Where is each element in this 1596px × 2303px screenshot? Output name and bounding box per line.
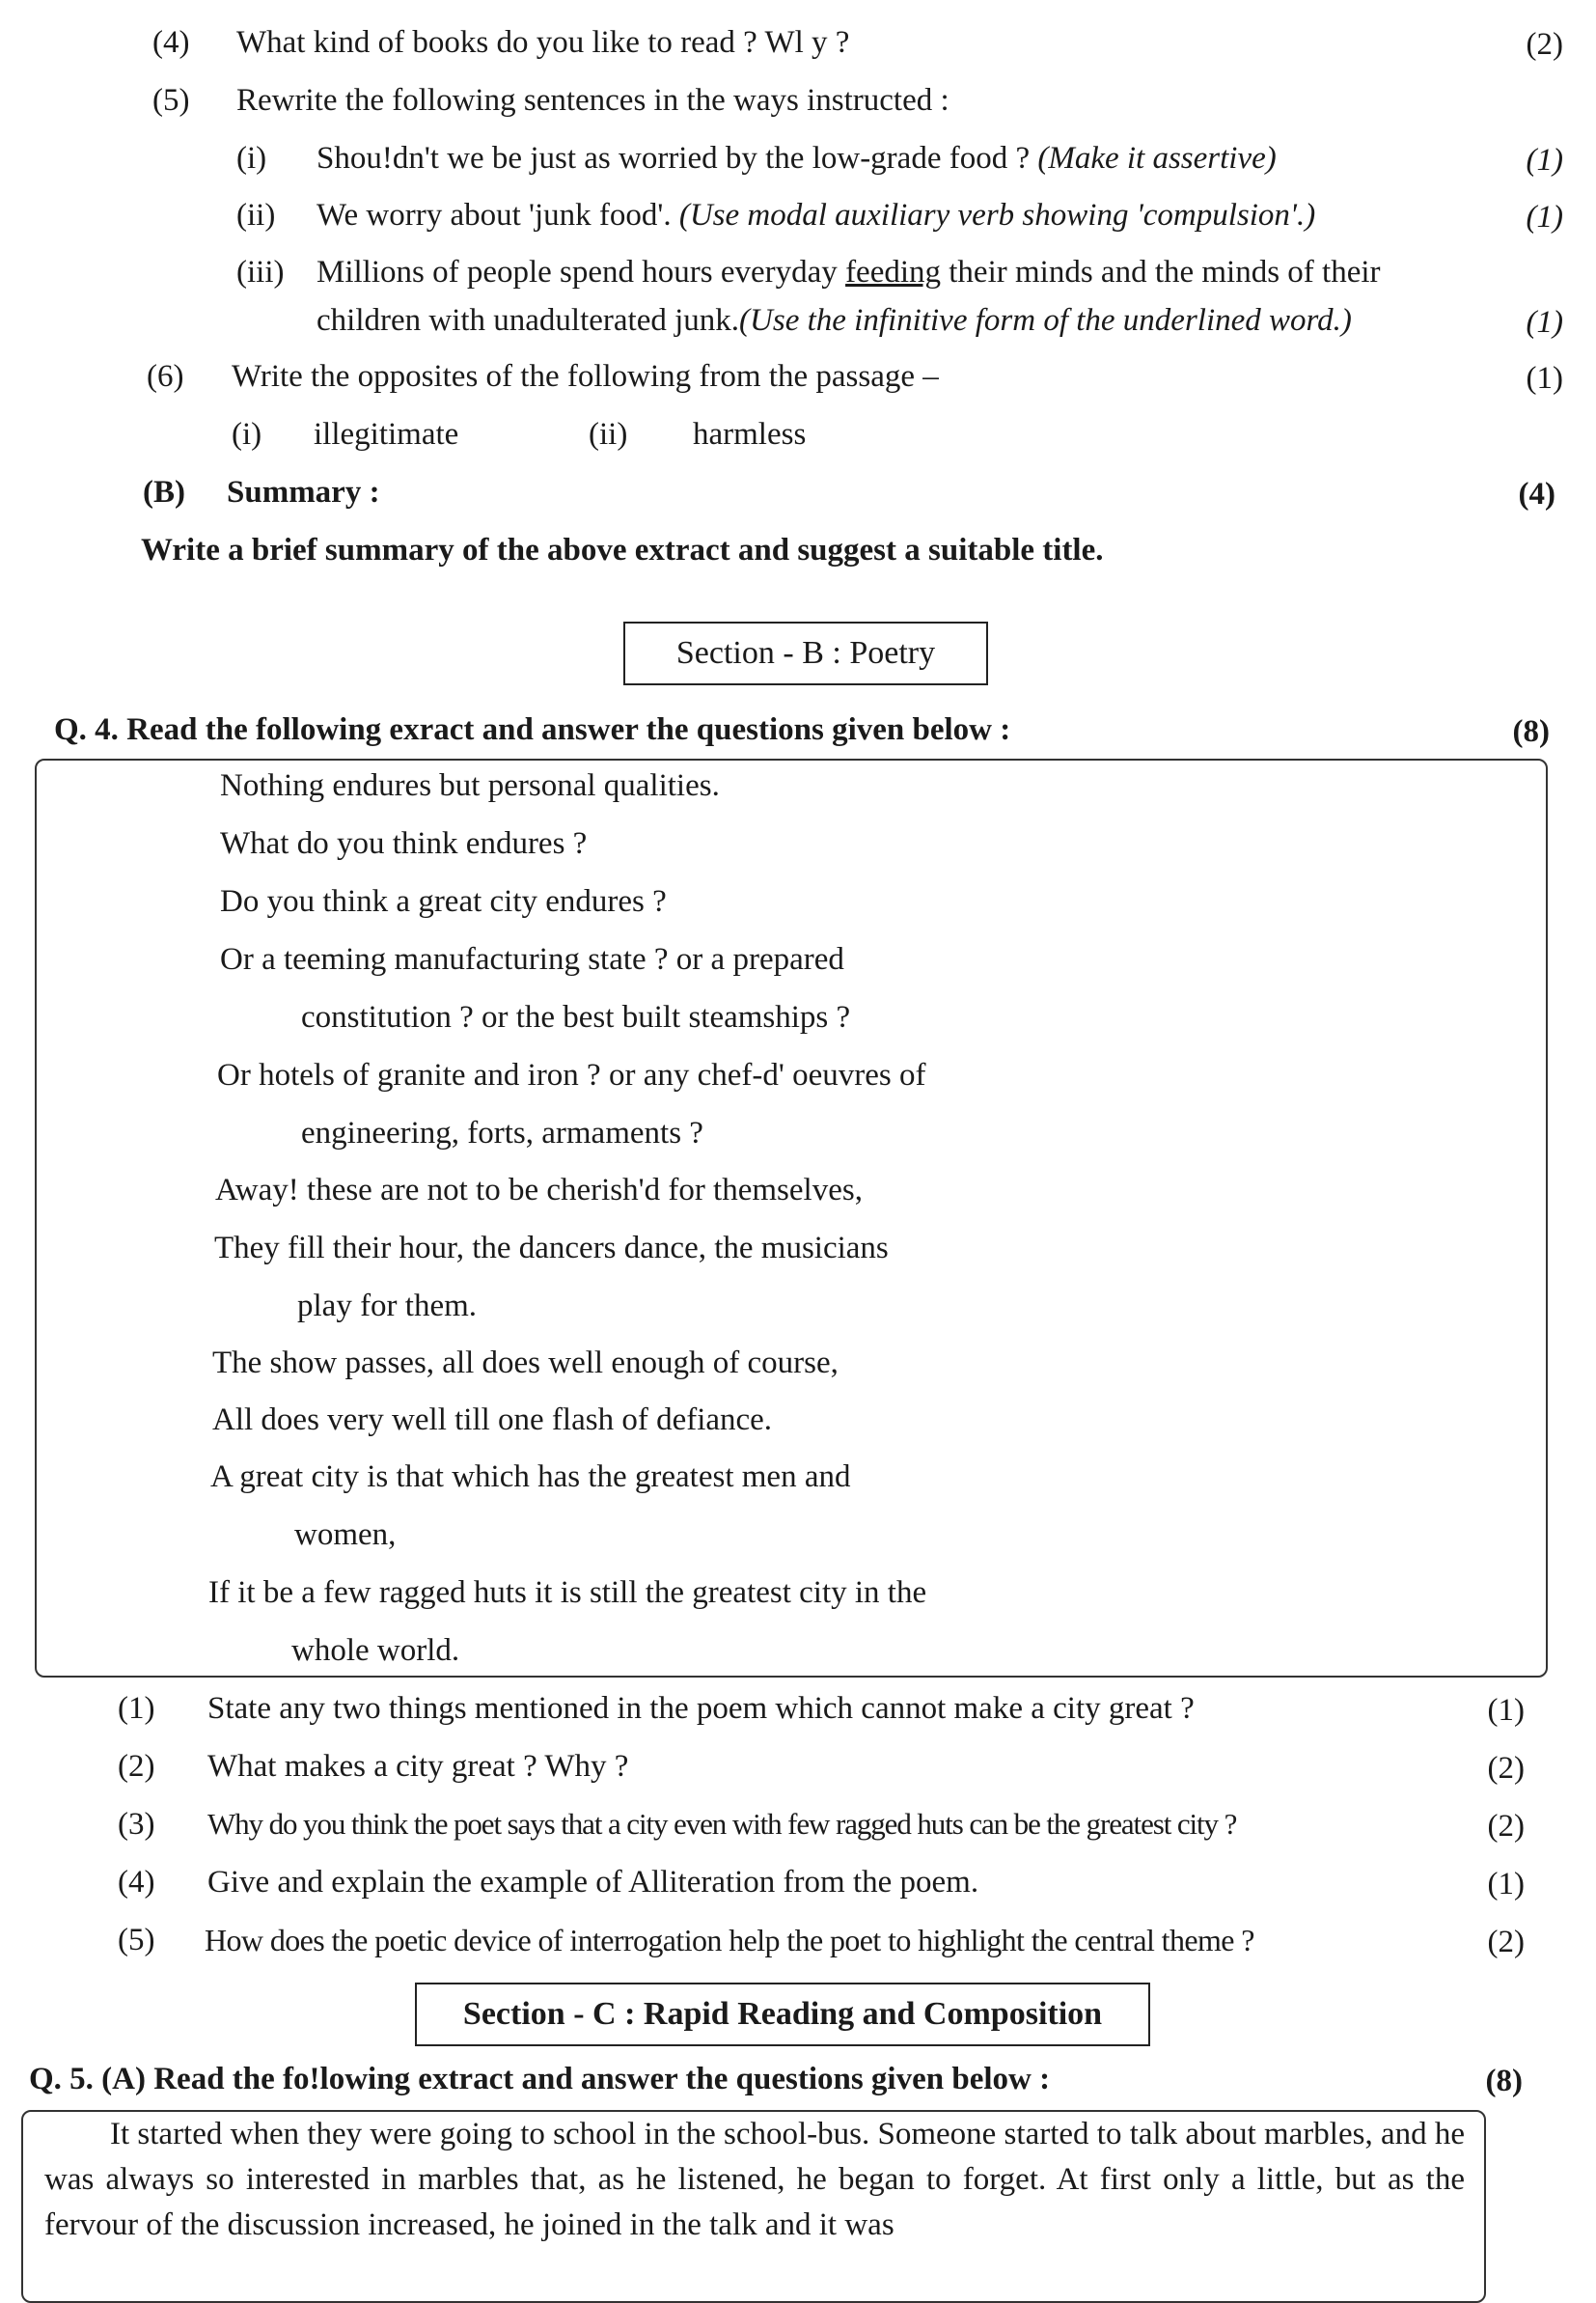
- summary-instruction: Write a brief summary of the above extract and suggest a suitable title.: [141, 533, 1104, 568]
- subquestion-text-line2: children with unadulterated junk.(Use the infinitive form of the underlined word.): [316, 303, 1352, 338]
- underlined-word: feeding: [845, 255, 942, 290]
- question-number: (6): [147, 359, 184, 394]
- subquestion-number: (iii): [236, 255, 285, 290]
- marks: (8): [1512, 714, 1550, 749]
- question-text: What makes a city great ? Why ?: [207, 1749, 629, 1784]
- section-heading: Section - C : Rapid Reading and Composition: [415, 1983, 1150, 2046]
- poem-line: The show passes, all does well enough of course,: [212, 1346, 839, 1380]
- poem-line: constitution ? or the best built steamships ?: [301, 1000, 851, 1035]
- option-text: harmless: [693, 417, 807, 452]
- poem-line: Do you think a great city endures ?: [220, 884, 667, 919]
- section-heading: Section - B : Poetry: [623, 622, 988, 685]
- question-label: Q. 5. (A) Read the fo!lowing extract and answer the questions given below :: [29, 2062, 1051, 2096]
- subquestion-text: We worry about 'junk food'. (Use modal auxiliary verb showing 'compulsion'.): [316, 198, 1316, 233]
- marks: (1): [1526, 305, 1563, 340]
- marks: (1): [1526, 361, 1563, 396]
- option-number: (ii): [589, 417, 628, 452]
- instruction: (Use modal auxiliary verb showing 'compulsion'.): [678, 198, 1316, 233]
- instruction: (Use the infinitive form of the underlined word.): [739, 303, 1352, 338]
- marks: (1): [1526, 143, 1563, 178]
- question-number: (5): [152, 83, 190, 118]
- instruction: (Make it assertive): [1037, 141, 1277, 176]
- marks: (2): [1526, 27, 1563, 62]
- poem-line: whole world.: [291, 1633, 460, 1668]
- question-text: Why do you think the poet says that a city even with few ragged huts can be the greatest city ?: [207, 1807, 1237, 1841]
- question-number: (4): [152, 25, 190, 60]
- poem-line: play for them.: [297, 1289, 478, 1323]
- question-text: What kind of books do you like to read ? Wl y ?: [236, 25, 850, 60]
- passage-text: It started when they were going to school in the school-bus. Someone started to talk about marbles, and he was always so interested in marbles that, as he listened, he began to forget. At first only a little, but as the fervour of the discussion increased, he joined in the talk and it was: [44, 2117, 1465, 2242]
- poem-line: Nothing endures but personal qualities.: [220, 768, 720, 803]
- poem-line: A great city is that which has the greatest men and: [210, 1459, 851, 1494]
- question-text: How does the poetic device of interrogation help the poet to highlight the central theme ?: [205, 1923, 1254, 1957]
- marks: (4): [1518, 477, 1555, 512]
- question-text: Rewrite the following sentences in the ways instructed :: [236, 83, 949, 118]
- subquestion-text-line1: Millions of people spend hours everyday feeding their minds and the minds of their: [316, 255, 1381, 290]
- question-number: (3): [118, 1807, 155, 1842]
- question-text: State any two things mentioned in the poem which cannot make a city great ?: [207, 1691, 1195, 1726]
- marks: (2): [1487, 1751, 1525, 1786]
- question-text: Give and explain the example of Alliteration from the poem.: [207, 1865, 979, 1900]
- poem-line: If it be a few ragged huts it is still the greatest city in the: [208, 1575, 927, 1610]
- poem-line: What do you think endures ?: [220, 826, 588, 861]
- poem-line: They fill their hour, the dancers dance, the musicians: [214, 1231, 889, 1265]
- marks: (1): [1487, 1867, 1525, 1901]
- question-number: (1): [118, 1691, 155, 1726]
- marks: (1): [1487, 1693, 1525, 1728]
- subquestion-number: (i): [236, 141, 267, 176]
- subquestion-number: (ii): [236, 198, 276, 233]
- poem-line: Or hotels of granite and iron ? or any chef-d' oeuvres of: [217, 1058, 926, 1093]
- question-number: (2): [118, 1749, 155, 1784]
- summary-label: (B): [143, 475, 185, 510]
- poem-line: women,: [294, 1517, 397, 1552]
- marks: (1): [1526, 200, 1563, 235]
- poem-line: engineering, forts, armaments ?: [301, 1116, 703, 1151]
- marks: (8): [1485, 2064, 1523, 2098]
- subquestion-text: Shou!dn't we be just as worried by the low-grade food ? (Make it assertive): [316, 141, 1277, 176]
- question-number: (5): [118, 1923, 155, 1957]
- marks: (2): [1487, 1925, 1525, 1959]
- option-number: (i): [232, 417, 262, 452]
- marks: (2): [1487, 1809, 1525, 1844]
- option-text: illegitimate: [314, 417, 459, 452]
- question-number: (4): [118, 1865, 155, 1900]
- poem-line: Or a teeming manufacturing state ? or a prepared: [220, 942, 844, 977]
- poem-line: All does very well till one flash of defiance.: [212, 1402, 773, 1437]
- poem-line: Away! these are not to be cherish'd for themselves,: [215, 1173, 863, 1207]
- summary-title: Summary :: [227, 475, 380, 510]
- question-text: Write the opposites of the following from the passage –: [232, 359, 939, 394]
- question-label: Q. 4. Read the following exract and answer the questions given below :: [54, 712, 1011, 747]
